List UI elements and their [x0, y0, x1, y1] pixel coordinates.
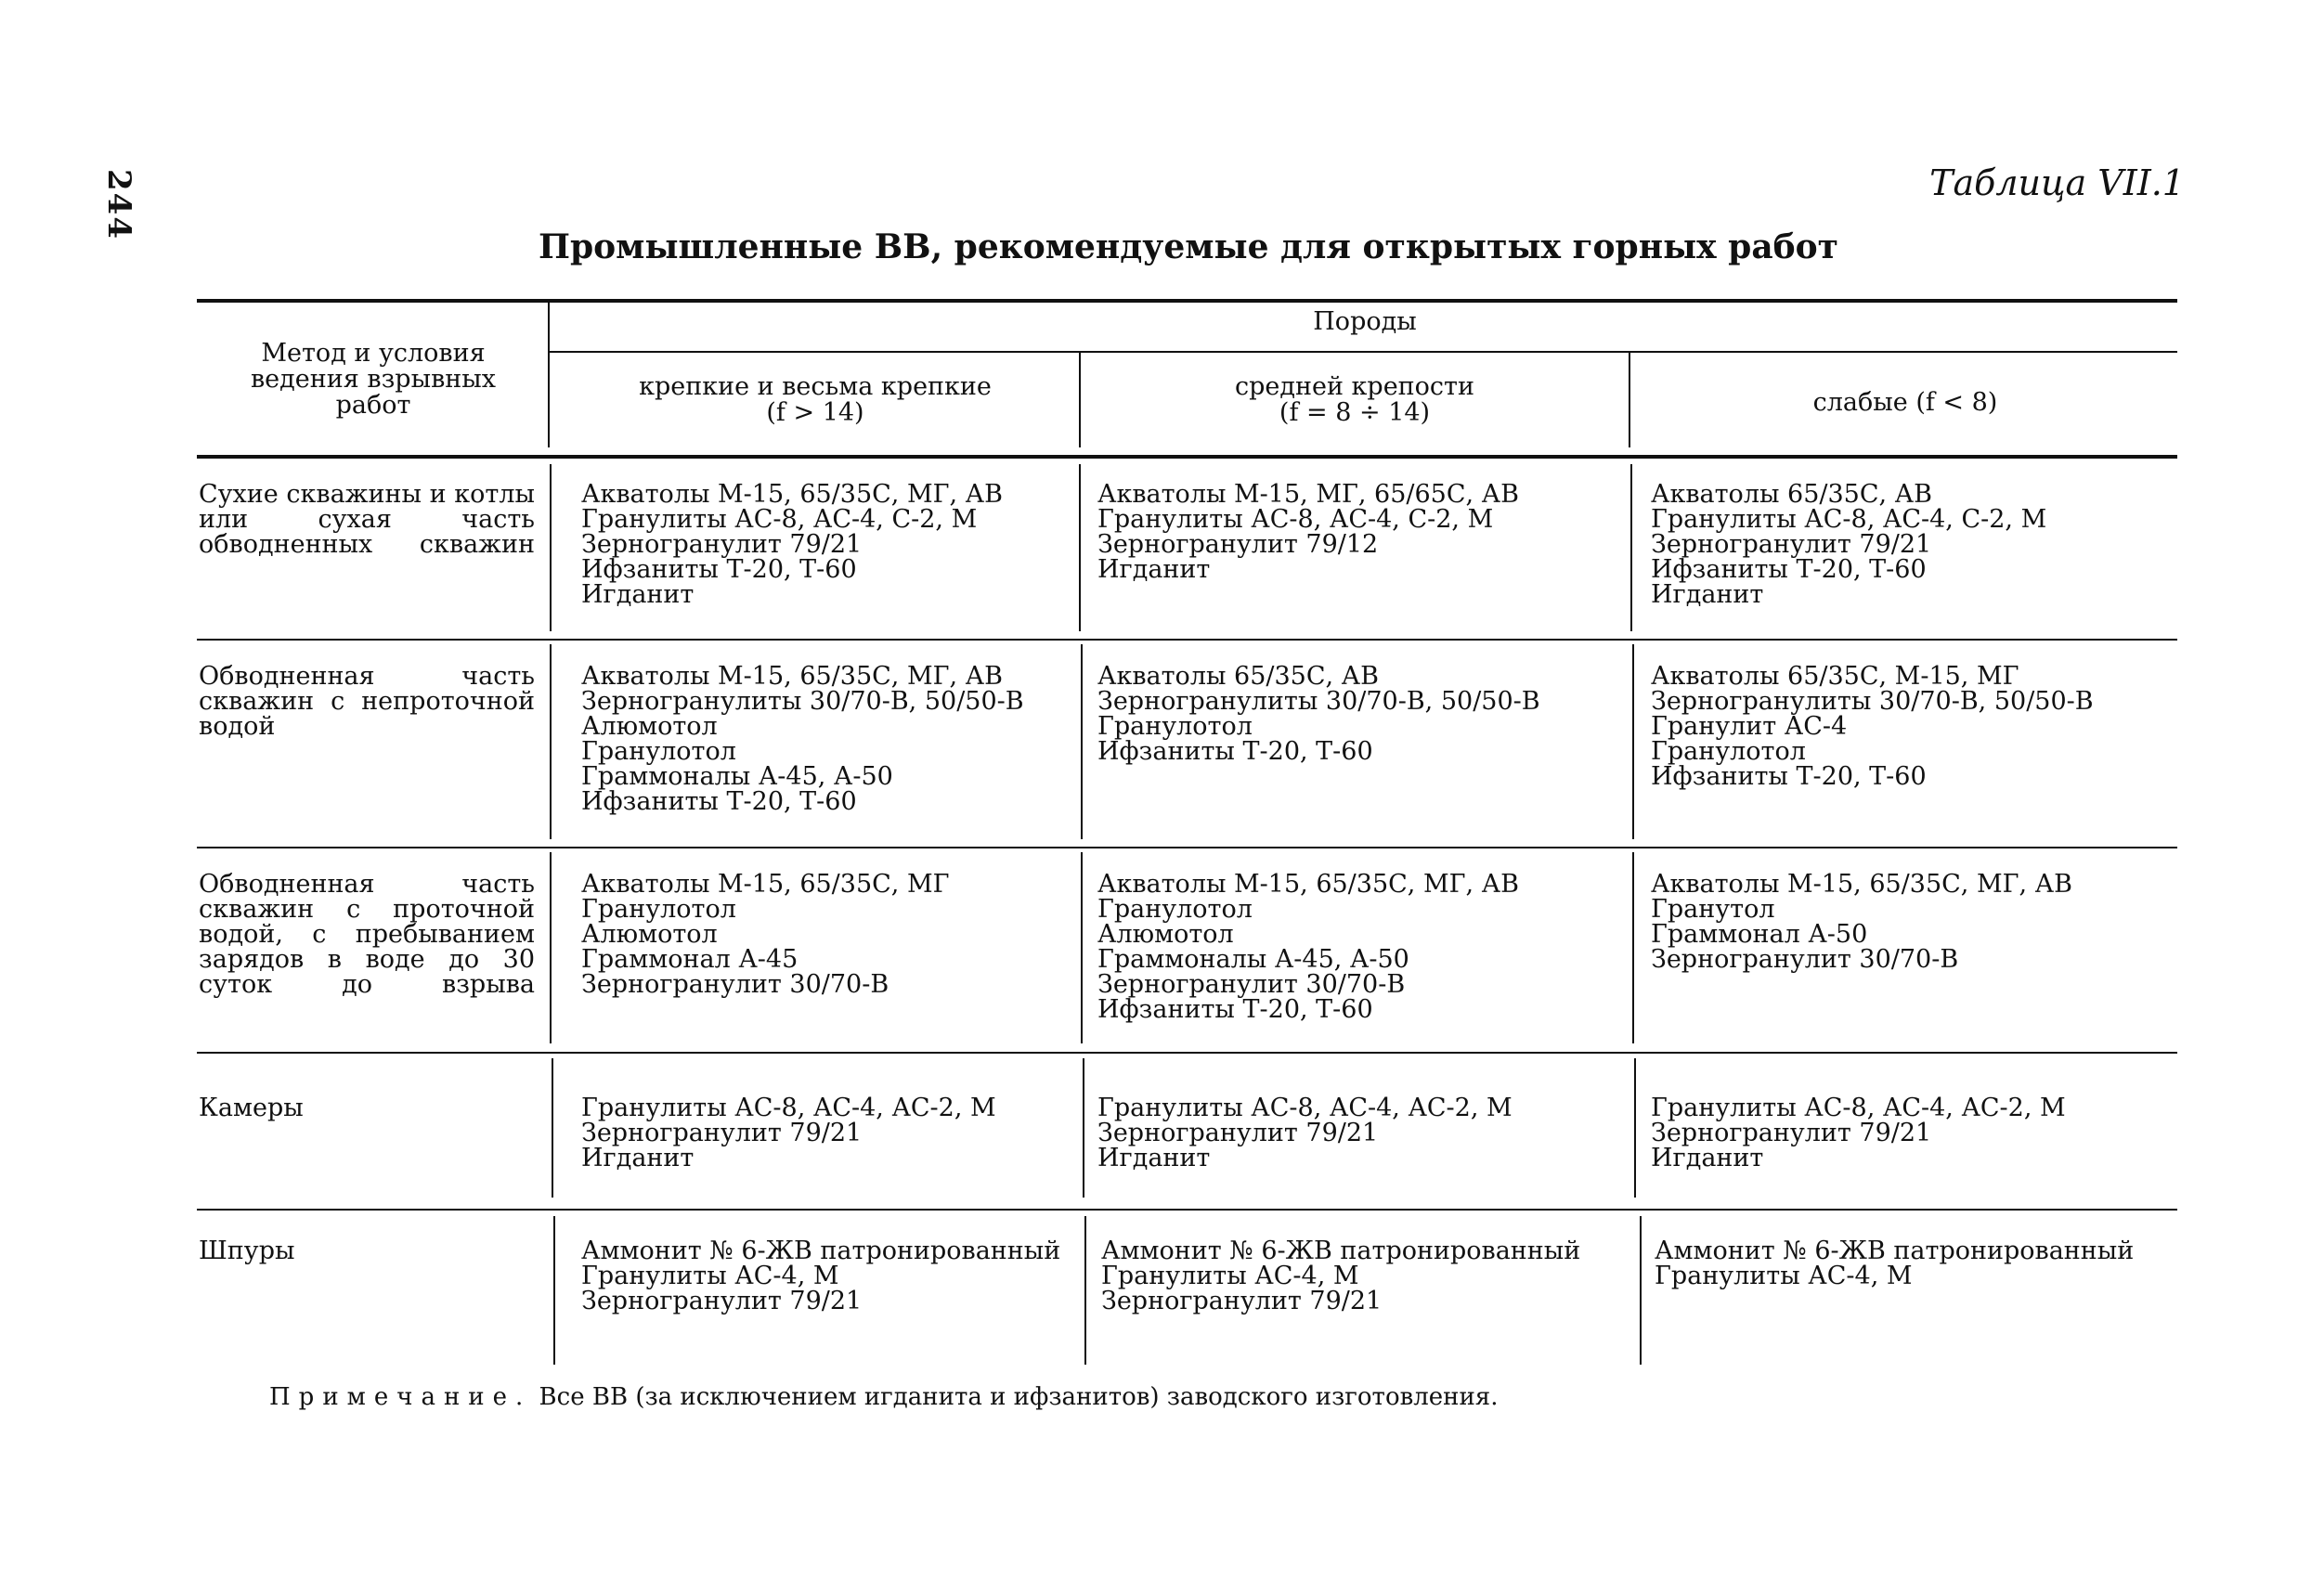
row-method: Шпуры — [199, 1237, 295, 1265]
row-method: Обводненная часть скважин с проточной водой, с пребыванием зарядов в воде до 30 суток до взрыва — [199, 870, 535, 999]
column-rule — [1083, 1058, 1084, 1198]
cell-hard: Акватолы М-15, 65/35С, МГ, АВ Гранулиты АС-8, АС-4, С-2, М Зерногранулит 79/21 Ифзаниты Т-20, Т-60 Игданит — [581, 480, 1003, 609]
column-rule — [1081, 852, 1083, 1043]
column-rule — [552, 1058, 553, 1198]
table-note — [269, 1383, 1498, 1411]
header-method: Метод и условия ведения взрывных работ — [250, 339, 496, 420]
column-rule — [550, 644, 552, 839]
cell-medium: Аммонит № 6-ЖВ патронированный Гранулиты АС-4, М Зерногранулит 79/21 — [1101, 1237, 1581, 1315]
row-method: Камеры — [199, 1094, 304, 1122]
cell-medium: Акватолы М-15, МГ, 65/65С, АВ Гранулиты АС-8, АС-4, С-2, М Зерногранулит 79/12 Игданит — [1097, 480, 1519, 584]
cell-medium: Акватолы 65/35С, АВ Зерногранулиты 30/70-В, 50/50-В Гранулотол Ифзаниты Т-20, Т-60 — [1097, 662, 1540, 766]
cell-hard: Акватолы М-15, 65/35С, МГ, АВ Зерногранулиты 30/70-В, 50/50-В Алюмотол Гранулотол Граммоналы А-45, А-50 Ифзаниты Т-20, Т-60 — [581, 662, 1024, 816]
cell-hard: Аммонит № 6-ЖВ патронированный Гранулиты АС-4, М Зерногранулит 79/21 — [581, 1237, 1061, 1315]
column-rule — [1079, 464, 1081, 631]
cell-hard: Акватолы М-15, 65/35С, МГ Гранулотол Алюмотол Граммонал А-45 Зерногранулит 30/70-В — [581, 870, 950, 999]
header-hard: крепкие и весьма крепкие (f > 14) — [639, 372, 992, 427]
table-title: Промышленные ВВ, рекомендуемые для открытых горных работ — [539, 227, 1838, 266]
row-method: Сухие скважины и котлы или сухая часть обводненных скважин — [199, 480, 535, 559]
column-rule — [1632, 644, 1634, 839]
column-rule — [1079, 353, 1081, 447]
note-text: Все ВВ (за исключением игданита и ифзанитов) заводского изготовления. — [539, 1383, 1499, 1411]
row-method: Обводненная часть скважин с непроточной водой — [199, 662, 535, 741]
column-rule — [1630, 464, 1632, 631]
table-top-rule — [197, 299, 2177, 303]
header-weak: слабые (f < 8) — [1812, 388, 1998, 417]
row-rule — [197, 1209, 2177, 1211]
cell-weak: Акватолы М-15, 65/35С, МГ, АВ Гранутол Граммонал А-50 Зерногранулит 30/70-В — [1651, 870, 2072, 974]
row-rule — [197, 1052, 2177, 1054]
table-label: Таблица VII.1 — [1929, 162, 2185, 203]
header-medium: средней крепости (f = 8 ÷ 14) — [1234, 372, 1474, 427]
cell-medium: Акватолы М-15, 65/35С, МГ, АВ Гранулотол Алюмотол Граммоналы А-45, А-50 Зерногранулит 30/70-В Ифзаниты Т-20, Т-60 — [1097, 870, 1519, 1024]
cell-weak: Аммонит № 6-ЖВ патронированный Гранулиты АС-4, М — [1655, 1237, 2135, 1290]
row-rule — [197, 639, 2177, 641]
column-rule — [1634, 1058, 1636, 1198]
column-rule — [550, 852, 552, 1043]
cell-hard: Гранулиты АС-8, АС-4, АС-2, М Зерногранулит 79/21 Игданит — [581, 1094, 996, 1172]
column-rule — [1632, 852, 1634, 1043]
cell-weak: Акватолы 65/35С, АВ Гранулиты АС-8, АС-4, С-2, М Зерногранулит 79/21 Ифзаниты Т-20, Т-60 Игданит — [1651, 480, 2047, 609]
column-rule — [1629, 353, 1630, 447]
column-rule — [1640, 1216, 1642, 1365]
header-rocks: Породы — [1313, 307, 1417, 336]
cell-weak: Акватолы 65/35С, М-15, МГ Зерногранулиты 30/70-В, 50/50-В Гранулит АС-4 Гранулотол Ифзаниты Т-20, Т-60 — [1651, 662, 2094, 791]
column-rule — [553, 1216, 555, 1365]
column-rule — [1084, 1216, 1086, 1365]
column-rule — [550, 464, 552, 631]
column-rule — [1081, 644, 1083, 839]
cell-weak: Гранулиты АС-8, АС-4, АС-2, М Зерногранулит 79/21 Игданит — [1651, 1094, 2066, 1172]
column-rule — [548, 303, 550, 447]
cell-medium: Гранулиты АС-8, АС-4, АС-2, М Зерногранулит 79/21 Игданит — [1097, 1094, 1513, 1172]
note-lead: Примечание. — [269, 1383, 532, 1411]
header-bottom-rule — [197, 455, 2177, 459]
row-rule — [197, 847, 2177, 848]
page-number: 244 — [100, 169, 137, 240]
subheader-rule — [550, 351, 2177, 353]
